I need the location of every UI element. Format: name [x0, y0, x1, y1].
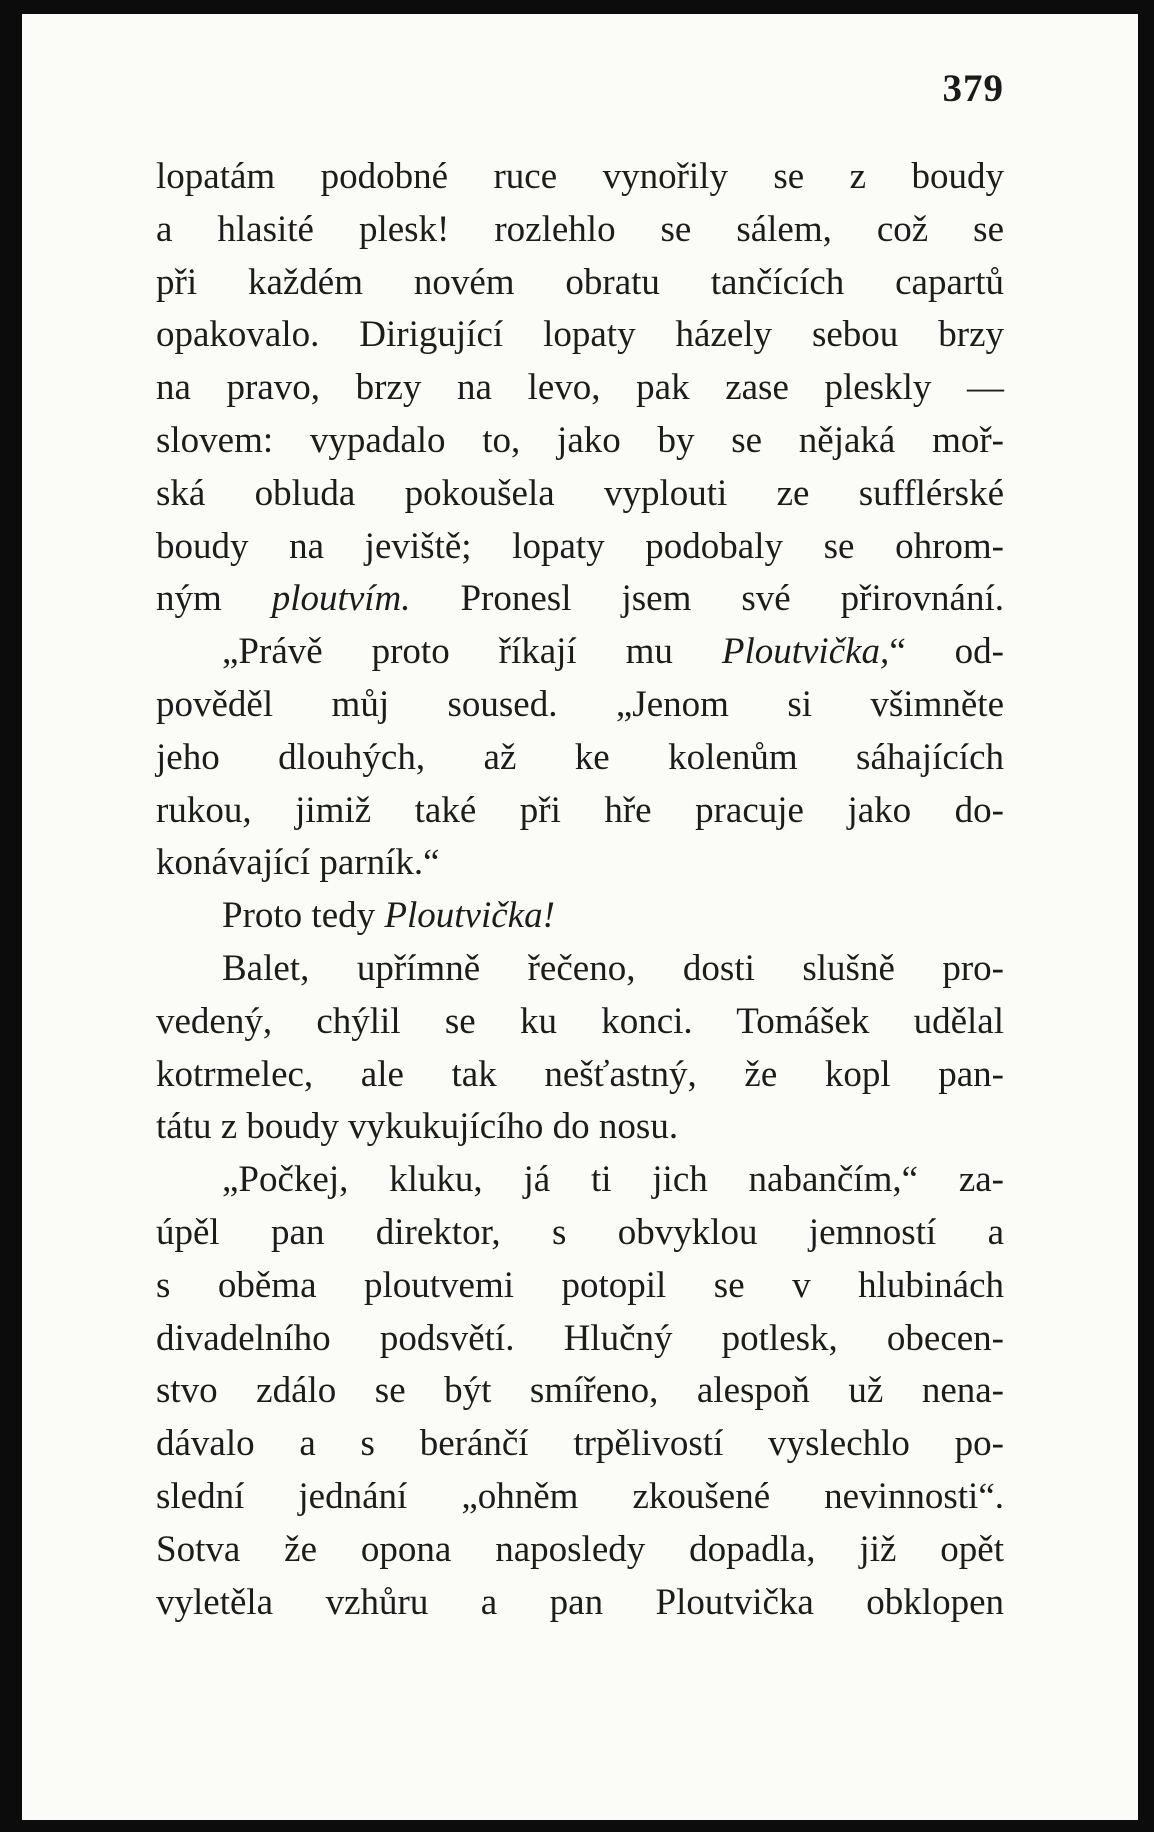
text-segment: Pronesl jsem své přirovnání.: [410, 578, 1005, 620]
text-line: při každém novém obratu tančících capartů: [156, 261, 1004, 303]
italic-name: Ploutvička!: [384, 895, 555, 937]
text-line: stvo zdálo se být smířeno, alespoň už nena-: [156, 1370, 1004, 1412]
body-text: [156, 151, 1004, 1629]
text-line: tátu z boudy vykukujícího do nosu.: [156, 1106, 679, 1148]
text-line: ská obluda pokoušela vyplouti ze sufflérské: [156, 472, 1004, 514]
text-line: s oběma ploutvemi potopil se v hlubinách: [156, 1264, 1004, 1306]
text-segment: ným: [156, 578, 272, 620]
text-line: konávající parník.“: [156, 842, 440, 884]
text-line: kotrmelec, ale tak nešťastný, že kopl pan-: [156, 1053, 1004, 1095]
text-line: Balet, upřímně řečeno, dosti slušně pro-: [222, 947, 1004, 989]
text-line: vedený, chýlil se ku konci. Tomášek udělal: [156, 1000, 1004, 1042]
text-segment: Proto tedy: [222, 895, 385, 937]
text-line: [156, 573, 1004, 626]
text-line: „Počkej, kluku, já ti jich nabančím,“ za-: [222, 1159, 1004, 1201]
text-line: dávalo a s beránčí trpělivostí vyslechlo po-: [156, 1423, 1004, 1465]
book-page: [22, 14, 1138, 1820]
text-line: lopatám podobné ruce vynořily se z boudy: [156, 156, 1004, 197]
text-line: na pravo, brzy na levo, pak zase pleskly —: [156, 367, 1004, 409]
text-line: boudy na jeviště; lopaty podobaly se ohrom-: [156, 525, 1004, 567]
text-line: úpěl pan direktor, s obvyklou jemností a: [156, 1211, 1004, 1253]
text-line: Sotva že opona naposledy dopadla, již opět: [156, 1528, 1004, 1570]
text-line: opakovalo. Dirigující lopaty házely sebou brzy: [156, 314, 1004, 356]
italic-name: Ploutvička,: [721, 631, 890, 673]
text-line: pověděl můj soused. „Jenom si všimněte: [156, 683, 1004, 725]
page-number: 379: [942, 67, 1004, 110]
text-segment: „Právě proto říkají mu: [222, 631, 722, 673]
text-line: a hlasité plesk! rozlehlo se sálem, což se: [156, 208, 1004, 250]
text-line: [156, 626, 1004, 679]
text-line: slovem: vypadalo to, jako by se nějaká moř-: [156, 419, 1004, 461]
text-line: slední jednání „ohněm zkoušené nevinnosti“.: [156, 1475, 1004, 1517]
text-segment: “ od-: [889, 631, 1004, 673]
text-line: [156, 890, 1004, 943]
italic-name: ploutvím.: [271, 578, 411, 620]
text-line: jeho dlouhých, až ke kolenům sáhajících: [156, 736, 1004, 778]
text-line: rukou, jimiž také při hře pracuje jako do-: [156, 789, 1004, 831]
text-line: vyletěla vzhůru a pan Ploutvička obklopen: [156, 1581, 1004, 1623]
text-line: divadelního podsvětí. Hlučný potlesk, obecen-: [156, 1317, 1004, 1359]
